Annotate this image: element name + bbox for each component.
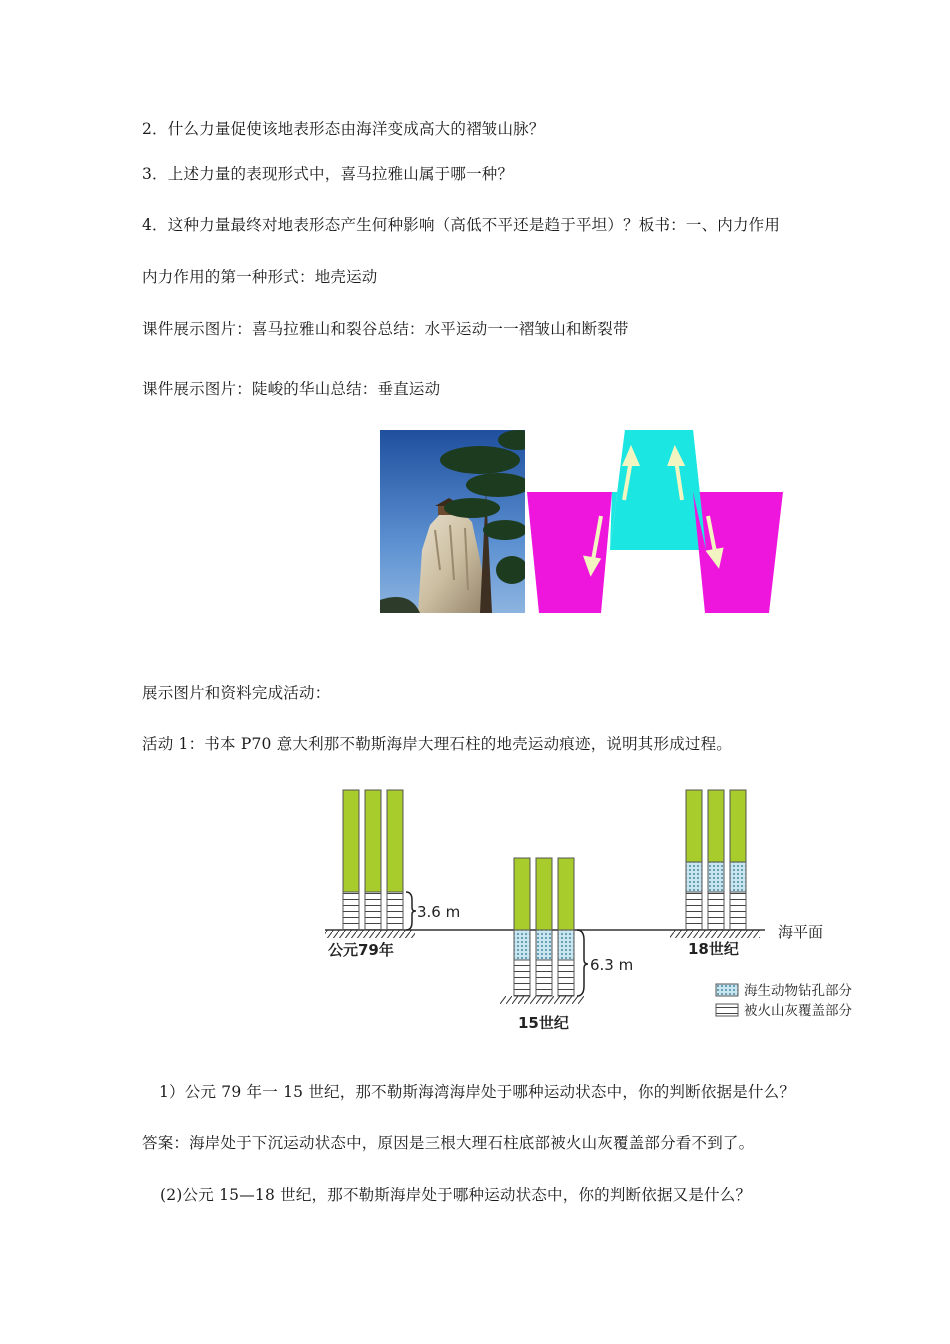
crustal-movement-line: 内力作用的第一种形式：地壳运动 — [142, 268, 378, 286]
legend — [716, 982, 852, 1019]
label-15th-century: 15世纪 — [518, 1014, 569, 1032]
sinking-block-right — [693, 492, 783, 613]
label-ad79: 公元79年 — [328, 941, 394, 959]
sinking-block-left — [527, 492, 612, 613]
label-3-6m: 3.6 m — [417, 903, 461, 921]
courseware-huashan-line: 课件展示图片：陡峻的华山总结：垂直运动 — [142, 380, 441, 398]
activity-intro: 展示图片和资料完成活动： — [142, 684, 331, 702]
label-18th-century: 18世纪 — [688, 940, 739, 958]
pillars-18th-century — [670, 790, 760, 938]
label-6-3m: 6.3 m — [590, 956, 634, 974]
answer-1: 答案：海岸处于下沉运动状态中，原因是三根大理石柱底部被火山灰覆盖部分看不到了。 — [142, 1134, 755, 1152]
naples-pillars-diagram — [320, 780, 880, 1035]
activity-1: 活动 1：书本 P70 意大利那不勒斯海岸大理石柱的地壳运动痕迹，说明其形成过程。 — [142, 735, 732, 753]
vertical-movement-diagram — [525, 430, 785, 615]
courseware-himalaya-line: 课件展示图片：喜马拉雅山和裂谷总结：水平运动一一褶皱山和断裂带 — [142, 320, 629, 338]
pillars-ad79 — [325, 790, 416, 938]
huashan-photo — [380, 430, 525, 613]
label-sea-level: 海平面 — [778, 923, 824, 941]
question-2: 2．什么力量促使该地表形态由海洋变成高大的褶皱山脉？ — [142, 120, 545, 138]
question-3: 3．上述力量的表现形式中，喜马拉雅山属于哪一种？ — [142, 165, 514, 183]
question-a2: (2)公元 15—18 世纪，那不勒斯海岸处于哪种运动状态中，你的判断依据又是什么？ — [160, 1186, 752, 1204]
legend-ash: 被火山灰覆盖部分 — [744, 1003, 852, 1019]
question-a1: 1）公元 79 年一 15 世纪，那不勒斯海湾海岸处于哪种运动状态中，你的判断依据是什么？ — [159, 1083, 796, 1101]
pillars-15th-century — [500, 858, 588, 1004]
legend-bored: 海生动物钻孔部分 — [744, 983, 852, 999]
question-4: 4．这种力量最终对地表形态产生何种影响（高低不平还是趋于平坦）？板书：一、内力作用 — [142, 216, 781, 234]
